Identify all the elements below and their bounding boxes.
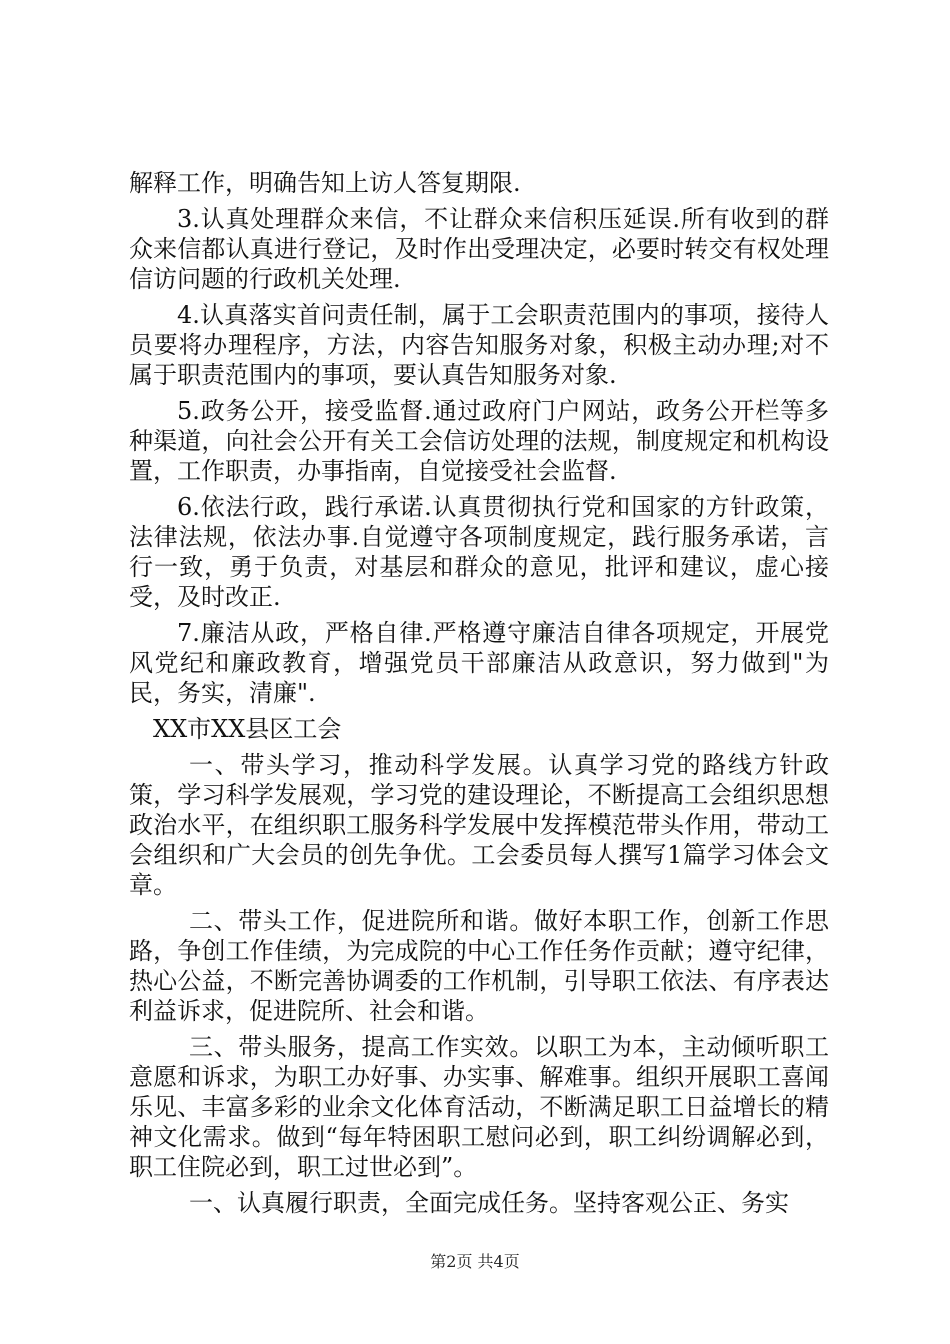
paragraph-item-6: 6.依法行政，践行承诺.认真贯彻执行党和国家的方针政策，法律法规，依法办事.自觉遵守各项制度规定，践行服务承诺，言行一致，勇于负责，对基层和群众的意见，批评和建议，虚心接受，及时改正. xyxy=(129,493,829,611)
page-footer: 第2页 共4页 xyxy=(430,1252,520,1271)
paragraph-section-1: 一、带头学习，推动科学发展。认真学习党的路线方针政策，学习科学发展观，学习党的建设理论，不断提高工会组织思想政治水平，在组织职工服务科学发展中发挥模范带头作用，带动工会组织和广大会员的创先争优。工会委员每人撰写1篇学习体会文章。 xyxy=(129,751,829,899)
paragraph-section-3: 三、带头服务，提高工作实效。以职工为本，主动倾听职工意愿和诉求，为职工办好事、办实事、解难事。组织开展职工喜闻乐见、丰富多彩的业余文化体育活动，不断满足职工日益增长的精神文化需求。做到“每年特困职工慰问必到，职工纠纷调解必到，职工住院必到，职工过世必到”。 xyxy=(129,1033,829,1181)
paragraph-item-4: 4.认真落实首问责任制，属于工会职责范围内的事项，接待人员要将办理程序，方法，内容告知服务对象，积极主动办理;对不属于职责范围内的事项，要认真告知服务对象. xyxy=(129,301,829,389)
paragraph-item-3: 3.认真处理群众来信，不让群众来信积压延误.所有收到的群众来信都认真进行登记，及时作出受理决定，必要时转交有权处理信访问题的行政机关处理. xyxy=(129,205,829,293)
document-body xyxy=(129,168,829,1224)
paragraph-section-1-b: 一、认真履行职责，全面完成任务。坚持客观公正、务实 xyxy=(189,1189,789,1217)
paragraph-item-7: 7.廉洁从政，严格自律.严格遵守廉洁自律各项规定，开展党风党纪和廉政教育，增强党员干部廉洁从政意识，努力做到"为民，务实，清廉". xyxy=(129,619,829,707)
organization-name: XX市XX县区工会 xyxy=(153,715,342,743)
paragraph-section-2: 二、带头工作，促进院所和谐。做好本职工作，创新工作思路，争创工作佳绩，为完成院的中心工作任务作贡献；遵守纪律，热心公益，不断完善协调委的工作机制，引导职工依法、有序表达利益诉求，促进院所、社会和谐。 xyxy=(129,907,829,1025)
paragraph-item-5: 5.政务公开，接受监督.通过政府门户网站，政务公开栏等多种渠道，向社会公开有关工会信访处理的法规，制度规定和机构设置，工作职责，办事指南，自觉接受社会监督. xyxy=(129,397,829,485)
paragraph-continuation: 解释工作，明确告知上访人答复期限. xyxy=(129,169,521,197)
